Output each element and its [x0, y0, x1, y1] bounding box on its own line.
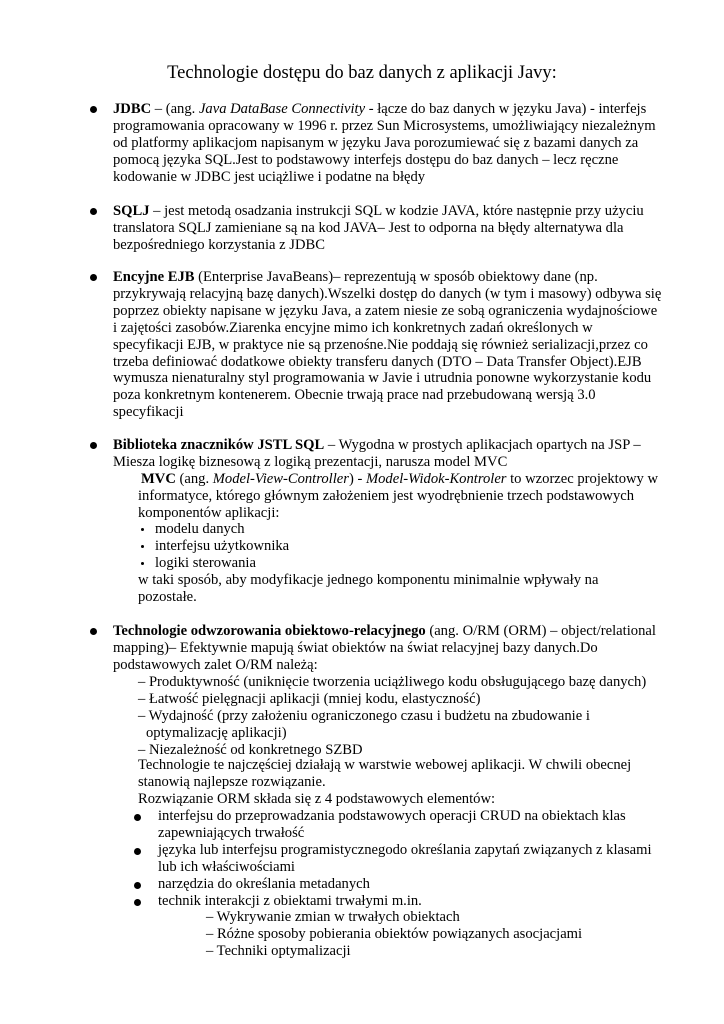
bullet-icon: [90, 274, 97, 281]
term-jdbc: JDBC: [113, 101, 152, 117]
text: – Wygodna w prostych aplikacjach opartych na JSP – Miesza logikę biznesową z logiką prezentacji, narusza model MVC: [113, 437, 641, 470]
bullet-icon: [90, 208, 97, 215]
advantage-item: – Wydajność (przy założeniu ograniczonego czasu i budżetu na zbudowanie i optymalizację aplikacji): [138, 707, 590, 741]
small-bullet-icon: [141, 528, 144, 531]
bullet-icon: [134, 814, 141, 821]
bullet-icon: [90, 442, 97, 449]
document-title: Technologie dostępu do baz danych z aplikacji Javy:: [167, 63, 557, 83]
text: w taki sposób, aby modyfikacje jednego komponentu minimalnie wpływały na pozostałe.: [138, 572, 599, 605]
advantage-item: – Niezależność od konkretnego SZBD: [138, 741, 363, 758]
element-item: języka lub interfejsu programistycznegodo określania zapytań związanych z klasami lub ich właściwościami: [158, 841, 652, 875]
list-item: [134, 808, 664, 842]
orm-elements-list: [134, 808, 664, 909]
bullet-icon: [134, 848, 141, 855]
term-ejb: Encyjne EJB: [113, 269, 195, 285]
mvc-paragraph: [138, 471, 660, 522]
term-orm: Technologie odwzorowania obiektowo-relacyjnego: [113, 623, 426, 639]
small-bullet-icon: [141, 545, 144, 548]
text: Technologie te najczęściej działają w warstwie webowej aplikacji. W chwili obecnej stanowią najlepsze rozwiązanie.: [138, 757, 632, 790]
list-item-jdbc: [113, 101, 663, 186]
orm-techniques-list: [206, 909, 656, 960]
term-jstl: Biblioteka znaczników JSTL SQL: [113, 437, 325, 453]
element-item: narzędzia do określania metadanych: [158, 875, 370, 892]
mvc-closing: [138, 572, 608, 606]
text: Rozwiązanie ORM składa się z 4 podstawowych elementów:: [138, 790, 496, 807]
text: – jest metodą osadzania instrukcji SQL w kodzie JAVA, które następnie przy użyciu translatora SQLJ zamieniane są na kod JAVA– Jest to odporna na błędy alternatywa dla bezpośredniego korzystania z JDBC: [113, 203, 644, 253]
technique-item: – Wykrywanie zmian w trwałych obiektach: [206, 909, 460, 925]
mvc-item: modelu danych: [155, 521, 245, 537]
term-italic: Java DataBase Connectivity: [198, 101, 366, 117]
mvc-item: logiki sterowania: [155, 555, 256, 571]
list-item: [134, 893, 664, 910]
advantage-item: – Łatwość pielęgnacji aplikacji (mniej kodu, elastyczność): [138, 690, 481, 707]
term-italic: Model-Widok-Kontroler: [365, 471, 507, 487]
list-item: [134, 842, 664, 876]
mvc-item: interfejsu użytkownika: [155, 538, 290, 554]
text: - łącze do baz danych w języku Java) - interfejs programowania opracowany w 1996 r. przez Sun Microsystems, umożliwiający niezależnym od platformy aplikacjom napisanym w języku Java porozumiewać się z bazami danych za pomocą języka SQL.Jest to podstawowy interfejs dostępu do baz danych – lecz ręczne kodowanie w JDBC jest uciążliwe i podatne na błędy: [113, 101, 656, 185]
text: ) -: [348, 471, 366, 487]
orm-advantages: [138, 674, 660, 759]
element-item: technik interakcji z obiektami trwałymi m.in.: [158, 892, 422, 909]
advantage-item: – Produktywność (uniknięcie tworzenia uciążliwego kodu obsługującego bazę danych): [138, 674, 647, 690]
bullet-icon: [134, 899, 141, 906]
term-sqlj: SQLJ: [113, 203, 150, 219]
list-item-orm: [113, 623, 663, 674]
element-item: interfejsu do przeprowadzania podstawowych operacji CRUD na obiektach klas zapewniających trwałość: [158, 808, 626, 841]
list-item-jstl: [113, 437, 663, 471]
text: (ang.: [175, 471, 213, 487]
list-item-ejb: [113, 269, 663, 421]
list-item: [134, 876, 664, 893]
small-bullet-icon: [141, 562, 144, 565]
technique-item: – Różne sposoby pobierania obiektów powiązanych asocjacjami: [206, 925, 583, 942]
term-mvc: MVC: [141, 471, 176, 487]
text: – (ang.: [151, 101, 199, 117]
bullet-icon: [134, 882, 141, 889]
bullet-icon: [90, 106, 97, 113]
bullet-icon: [90, 628, 97, 635]
orm-web-paragraph: [138, 757, 660, 808]
text: (Enterprise JavaBeans)– reprezentują w sposób obiektowy dane (np. przykrywają relacyjną bazę danych).Wszelki dostęp do danych (w tym i masowy) odbywa się poprzez obiekty napisane w języku Java, a zatem niesie ze sobą ograniczenia wydajnościowe i zajętości zasobów.Ziarenka encyjne mimo ich konkretnych zadań określonych w specyfikacji EJB, w praktyce nie są przenośne.Nie poddają się również serializacji,przez co trzeba definiować dodatkowe obiekty transferu danych (DTO – Data Transfer Object).EJB wymusza nienaturalny styl programowania w Javie i utrudnia ponowne wykorzystanie kodu poza konkretnym kontenerem. Obecnie trwają prace nad przebudowaną wersją 3.0 specyfikacji: [113, 269, 662, 421]
technique-item: – Techniki optymalizacji: [206, 942, 351, 959]
term-italic: Model-View-Controller: [212, 471, 349, 487]
text: (ang. O/RM (ORM) – object/relational mapping)– Efektywnie mapują świat obiektów na świat relacyjnej bazy danych.Do podstawowych zalet O/RM należą:: [113, 623, 656, 673]
list-item-sqlj: [113, 203, 663, 254]
text: to wzorzec projektowy w informatyce, którego głównym założeniem jest wyodrębnienie trzech podstawowych komponentów aplikacji:: [138, 471, 659, 521]
